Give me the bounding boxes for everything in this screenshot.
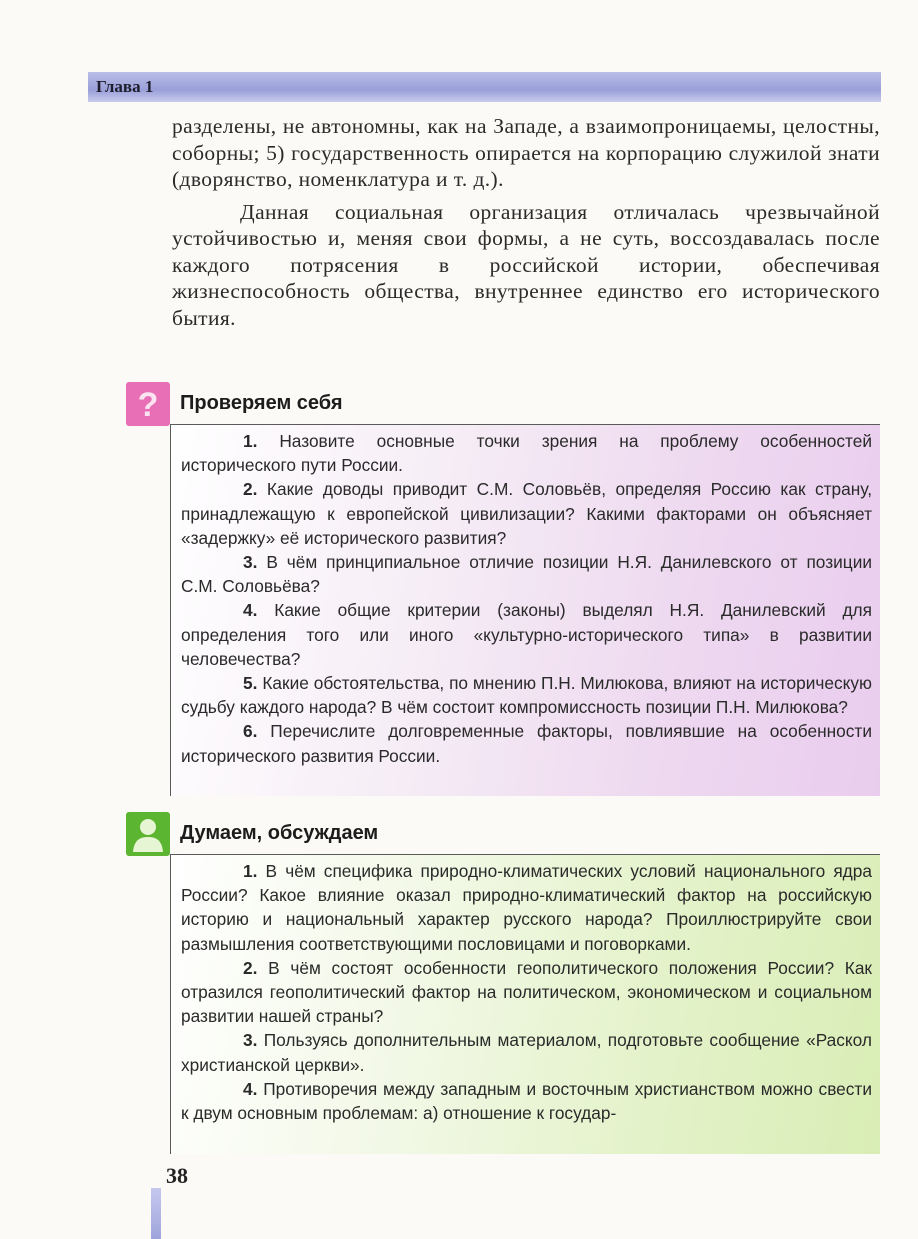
section-think-discuss: [126, 812, 881, 1162]
question-item: 1. В чём специфика природно-климатических условий национального ядра России? Какое влияние оказал природно-климатический фактор на российскую историю и национальный характер русского народа? Проиллюстрируйте свои размышления соответствующими пословицами и поговорками.: [181, 861, 872, 954]
intro-paragraph-1: разделены, не автономны, как на Западе, а взаимопроницаемы, целостны, соборны; 5) государственность опирается на корпорацию служилой знати (дворянство, номенклатура и т. д.).: [172, 114, 880, 191]
question-item: 2. В чём состоят особенности геополитического положения России? Как отразился геополитический фактор на политическом, экономическом и социальном развитии нашей страны?: [181, 957, 872, 1027]
question-item: 4. Противоречия между западным и восточным христианством можно свести к двум основным проблемам: а) отношение к государ-: [181, 1078, 872, 1124]
page-edge-strip: [151, 1188, 161, 1239]
question-item: 1. Назовите основные точки зрения на проблему особенностей исторического пути России.: [181, 431, 872, 476]
chapter-header-bar: [88, 72, 881, 102]
section-check-title: Проверяем себя: [180, 392, 343, 414]
question-item: 4. Какие общие критерии (законы) выделял Н.Я. Данилевский для определения того или иного «культурно-исторического типа» в развитии человечества?: [181, 600, 872, 669]
question-item: 3. Пользуясь дополнительным материалом, подготовьте сообщение «Раскол христианской церкви».: [181, 1030, 872, 1075]
section-check-panel: [170, 424, 880, 796]
svg-text:?: ?: [137, 386, 159, 424]
question-icon: [126, 382, 170, 426]
intro-text: [172, 113, 880, 331]
question-item: 3. В чём принципиальное отличие позиции Н.Я. Данилевского от позиции С.М. Соловьёва?: [181, 552, 872, 597]
question-item: 6. Перечислите долговременные факторы, повлиявшие на особенности исторического развития России.: [181, 721, 872, 766]
section-check-yourself: [126, 382, 881, 802]
question-item: 2. Какие доводы приводит С.М. Соловьёв, определяя Россию как страну, принадлежащую к европейской цивилизации? Какими факторами он объясняет «задержку» её исторического развития?: [181, 479, 872, 548]
chapter-label: Глава 1: [96, 77, 154, 96]
question-item: 5. Какие обстоятельства, по мнению П.Н. Милюкова, влияют на историческую судьбу каждого народа? В чём состоит компромиссность позиции П.Н. Милюкова?: [181, 673, 872, 718]
intro-paragraph-2: Данная социальная организация отличалась чрезвычайной устойчивостью и, меняя свои формы, а не суть, воссоздавалась после каждого потрясения в российской истории, обеспечивая жизнеспособность общества, внутреннее единство его исторического бытия.: [172, 199, 880, 330]
person-icon: [126, 812, 170, 856]
section-discuss-title: Думаем, обсуждаем: [180, 822, 379, 844]
section-discuss-panel: [170, 854, 880, 1154]
page-number: 38: [166, 1163, 188, 1188]
